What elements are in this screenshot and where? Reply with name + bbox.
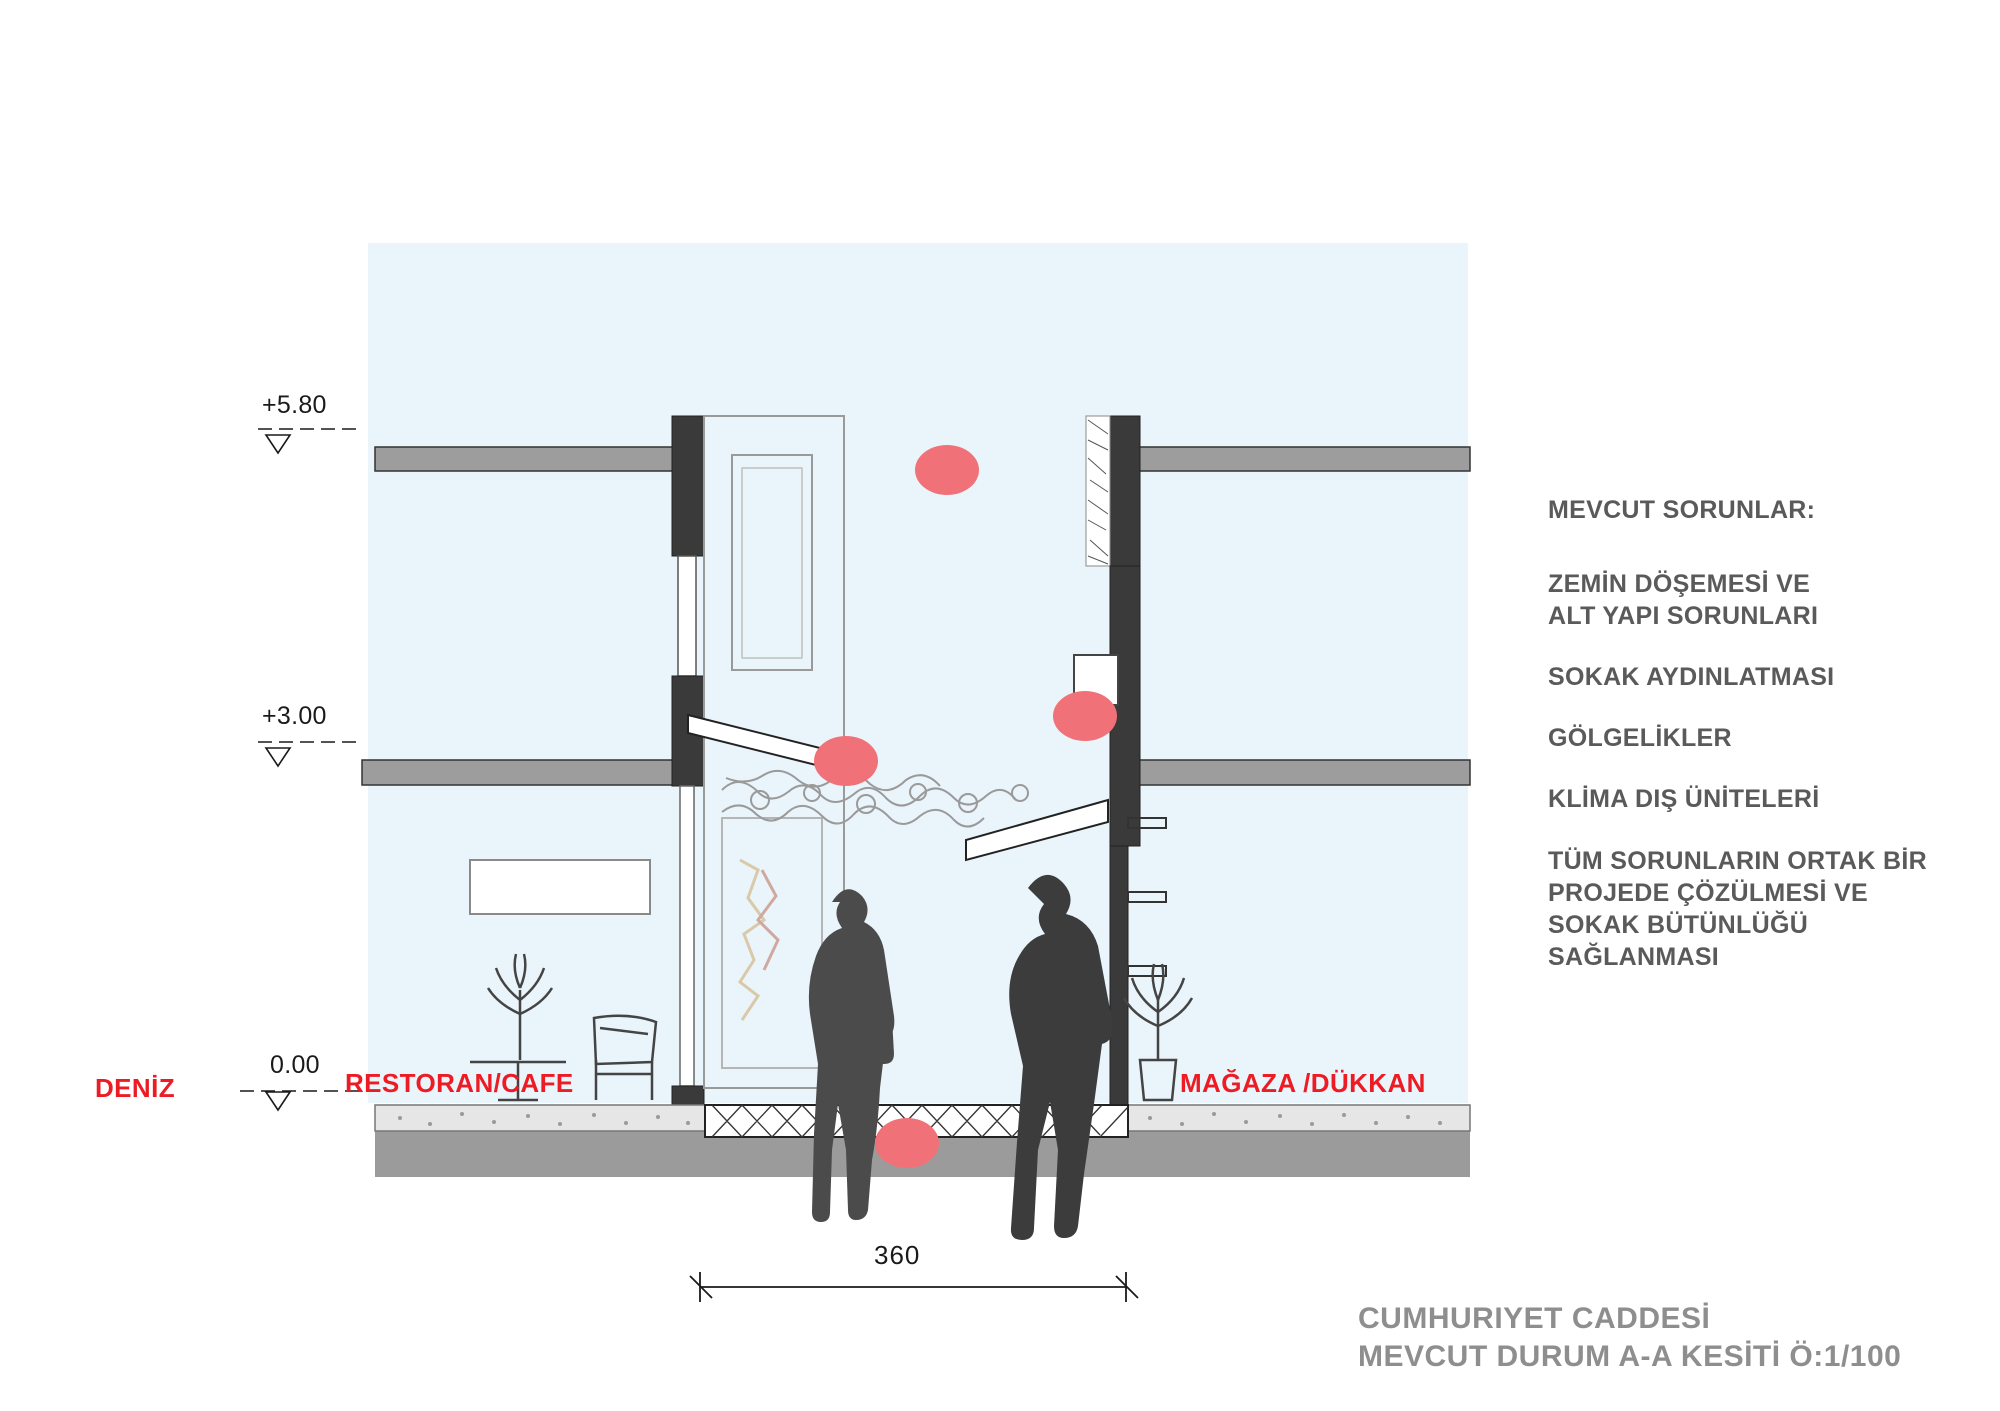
issue-item-lighting: SOKAK AYDINLATMASI [1548, 663, 1835, 691]
pavement-left [375, 1105, 705, 1131]
level-marker-middle: +3.00 [262, 702, 327, 730]
title-line-2: MEVCUT DURUM A-A KESİTİ Ö:1/100 [1358, 1340, 1902, 1373]
issues-list [1548, 495, 1948, 1003]
wall-right-lower [1110, 846, 1128, 1108]
pavement-right [1128, 1105, 1470, 1131]
slab-left-middle [362, 760, 680, 785]
wall-left-shaft [678, 556, 696, 676]
problem-marker-awning [814, 736, 878, 786]
wall-left-cut-upper [672, 416, 704, 556]
level-line-middle [258, 742, 360, 766]
problem-marker-pavement [875, 1118, 939, 1168]
slab-right-upper [1118, 447, 1470, 471]
issue-item-flooring: ZEMİN DÖŞEMESİ VE ALT YAPI SORUNLARI [1548, 570, 1819, 630]
problem-marker-lighting [1053, 691, 1117, 741]
level-marker-ground: 0.00 [270, 1051, 320, 1079]
label-sea: DENİZ [95, 1073, 175, 1103]
issues-heading: MEVCUT SORUNLAR: [1548, 496, 1816, 524]
sky-fill [368, 243, 1468, 1103]
level-line-ground [240, 1091, 360, 1110]
wall-left-lower-shaft [680, 786, 694, 1086]
problem-marker-shading [915, 445, 979, 495]
title-line-1: CUMHURIYET CADDESİ [1358, 1302, 1711, 1335]
title-block [1358, 1300, 1978, 1376]
issue-item-shading: GÖLGELİKLER [1548, 724, 1732, 752]
slab-left-upper [375, 447, 680, 471]
sign-board-left [470, 860, 650, 914]
dimension-line-street [690, 1272, 1138, 1302]
label-store-shop: MAĞAZA /DÜKKAN [1180, 1068, 1426, 1098]
dimension-label-street-width: 360 [874, 1240, 921, 1270]
level-line-upper [258, 429, 360, 453]
slab-right-middle [1118, 760, 1470, 785]
issue-item-integrated-project: TÜM SORUNLARIN ORTAK BİR PROJEDE ÇÖZÜLMESİ VE SOKAK BÜTÜNLÜĞÜ SAĞLANMASI [1548, 847, 1927, 971]
wall-right-cut-upper [1110, 416, 1140, 566]
label-restaurant-cafe: RESTORAN/CAFE [345, 1068, 574, 1098]
issue-item-ac-units: KLİMA DIŞ ÜNİTELERİ [1548, 785, 1820, 813]
level-marker-upper: +5.80 [262, 391, 327, 419]
